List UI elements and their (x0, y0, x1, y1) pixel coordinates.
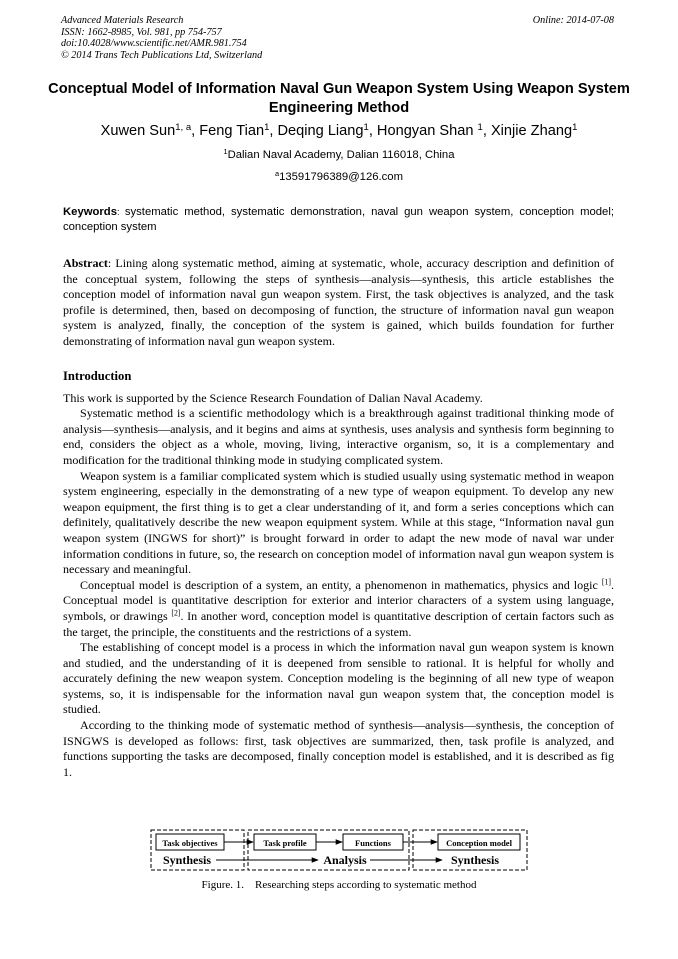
online-date: Online: 2014-07-08 (532, 15, 614, 26)
doi-line[interactable]: doi:10.4028/www.scientific.net/AMR.981.754 (61, 38, 247, 50)
affiliation: $^1$Dalian Naval Academy, Dalian 116018, China (223, 146, 455, 161)
author: Hongyan Shan $^1$, (376, 121, 491, 139)
abstract-label: Abstract (63, 256, 108, 270)
paragraph: This work is supported by the Science Research Foundation of Dalian Naval Academy. (63, 390, 483, 405)
author: Xuwen Sun$^{1, a}$, (100, 121, 200, 139)
figure-1 (0, 822, 678, 896)
paragraph: Systematic method is a scientific methodology which is a breakthrough against traditional thinking mode of analysis—synthesis—analysis, and it begins and aims at synthesis, uses analysis and synthesis form beginning to end, considers the object as a whole, moving, living, interactive organism, so, it is a complementary and modification for the traditional thinking mode in studying complicated system. (63, 406, 614, 467)
copyright-line: © 2014 Trans Tech Publications Ltd, Switzerland (61, 49, 263, 61)
box-label: Task profile (263, 838, 307, 848)
phase-label: Synthesis (450, 853, 500, 867)
paragraph: According to the thinking mode of systematic method of synthesis—analysis—synthesis, the conception of ISNGWS is developed as follows: first, task objectives are summarized, then, task profile is analyzed, and functions supporting the tasks are decomposed, finally conception model is established, and it is described as fig 1. (63, 718, 614, 779)
paragraph: Conceptual model is description of a system, an entity, a phenomenon in mathematics, physics and logic [1]. Conceptual model is quantitative description for exterior and interior characters of a system using language, symbols, or drawings [2]. In another word, conception model is quantitative description of certain factors such as the target, the principle, the constituents and the restrictions of a system. (63, 577, 614, 639)
introduction-section (63, 369, 614, 780)
abstract-text: : Lining along systematic method, aiming at systematic, whole, accuracy description and definition of the conceptual system, following the steps of synthesis—analysis—synthesis, this article establishes the conception model of information naval gun weapon system. First, the task objectives is analyzed, and the task profile is determined, then, based on decomposing of function, the structure of information naval gun weapon system is analyzed, finally, the conception of the system is gained, which builds foundation for further demonstrating of information naval gun weapon system. (63, 256, 614, 348)
box-label: Task objectives (162, 838, 218, 848)
phase-label: Analysis (323, 853, 367, 867)
journal-name: Advanced Materials Research (61, 15, 184, 26)
journal-info (61, 15, 262, 61)
paper-title: Conceptual Model of Information Naval Gun Weapon System Using Weapon System Engineering Method (48, 81, 630, 116)
author: Xinjie Zhang$^1$ (490, 121, 578, 139)
keywords-section: Keywords: systematic method, systematic demonstration, naval gun weapon system, conception model; conception system (63, 206, 614, 233)
paragraph: Weapon system is a familiar complicated system which is studied usually using systematic method in weapon system engineering, especially in the demonstrating of a new type of weapon equipment. To develop any new weapon equipment, the first thing is to get a clear understanding of it, and form a series conceptions which can definitely, qualitatively describe the new weapon equipment system. While at this stage, “Information naval gun weapon system (INGWS for short)” is brought forward in order to adapt the new mode of naval war under information conditions in future, so, the research on conception model of information naval gun weapon system is necessary and meaningful. (63, 468, 614, 577)
process-diagram (0, 822, 678, 896)
box-label: Conception model (446, 838, 512, 848)
author: Deqing Liang$^1$, (277, 121, 377, 139)
abstract-section (63, 256, 614, 350)
citation[interactable]: [1] (601, 577, 611, 587)
issn-line: ISSN: 1662-8985, Vol. 981, pp 754-757 (61, 26, 222, 38)
box-label: Functions (355, 838, 391, 848)
citation[interactable]: [2] (171, 608, 181, 618)
author-email[interactable]: $^a$13591796389@126.com (275, 168, 403, 183)
keywords-text: systematic method, systematic demonstration, naval gun weapon system, conception model; conception system (63, 206, 614, 233)
author: Feng Tian$^1$, (199, 121, 278, 139)
phase-label: Synthesis (162, 853, 212, 867)
paragraph: The establishing of concept model is a process in which the information naval gun weapon system is known and studied, and the understanding of it is deepened from sensible to rational. It is helpful for wholly and accurately defining the new weapon system. Conception modeling is the beginning of all new type of weapon systems, so, it is indispensable for the information naval gun weapon system that, the conception model is studied. (63, 640, 614, 717)
keywords-label: Keywords (63, 206, 117, 218)
section-heading: Introduction (63, 369, 132, 383)
author-list (20, 122, 658, 140)
figure-caption: Figure. 1. Researching steps according to systematic method (201, 879, 477, 891)
